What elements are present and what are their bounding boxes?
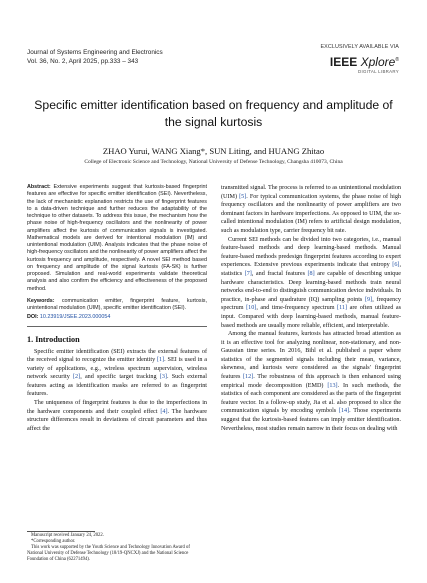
footnotes: [27, 533, 207, 563]
citation-link[interactable]: [10]: [246, 305, 257, 312]
citation-link[interactable]: [5]: [239, 193, 247, 200]
intro-left-body: [27, 348, 207, 434]
body-text: Specific emitter identification (SEI) extracts the external features of the received signal to recognize the emitter identity: [27, 348, 207, 364]
body-text: , and time-frequency spectrum: [256, 305, 338, 312]
body-text: transmitted signal. The process is referred to as unintentional modulation (UIM): [221, 185, 401, 200]
body-text: . Those experiments suggest that the kurtosis-based features can imply emitter identification. Nevertheless, most studies remain narrow in their focus on dealing with: [221, 408, 401, 432]
body-text: are often utilized as input. Compared with deep learning-based methods, manual feature-based methods are usually more reliable, efficient, and interpretable.: [221, 305, 402, 329]
right-column: [221, 184, 401, 433]
logo-xplore-text: Xplore: [360, 55, 396, 69]
intro-left-paragraph: [27, 348, 207, 400]
intro-right-paragraph: [221, 184, 401, 236]
citation-link[interactable]: [12]: [243, 374, 254, 381]
author-list: ZHAO Yurui, WANG Xiang*, SUN Liting, and HUANG Zhitao: [102, 146, 325, 156]
journal-name: Journal of Systems Engineering and Electronics: [27, 49, 163, 56]
keywords-label: Keywords:: [27, 297, 55, 304]
citation-link[interactable]: [2]: [73, 374, 81, 381]
citation-link[interactable]: [4]: [160, 408, 168, 415]
body-text: . In such methods, the statistics of each component are considered as the parts of the fingerprint feature vector. In a follow-up study, Jia et al. also proposed to slice the communication signals by encoding symbols: [221, 382, 401, 415]
citation-link[interactable]: [7]: [244, 270, 252, 277]
body-text: Current SEI methods can be divided into two categories, i.e., manual feature-based methods and deep learning-based methods. Manual feature-based methods predesign fingerprint features according to expert experiences. Extensive previous experiments indicate that entropy: [221, 236, 401, 269]
footnote-corresponding: *Corresponding author.: [31, 539, 76, 545]
citation-link[interactable]: [14]: [338, 408, 350, 415]
ieee-xplore-logo: IEEE Xplore®: [329, 55, 399, 69]
body-text: Among the manual features, kurtosis has attracted broad attention as it is an effective tool for analyzing nonlinear, non-stationary, and non-Gaussian time series. In 2016, Bihl et al. published a paper where statistics of the segmented signals including their mean, variance, skewness, and kurtosis were considered as the signals' fingerprint features: [221, 331, 401, 381]
body-text: The uniqueness of fingerprint features is due to the imperfections in the hardware components and their coupled effect: [27, 400, 207, 415]
footnote-funding: This work was supported by the Youth Science and Technology Innovation Award of National University of Defense Technology (18/19-QNCXJ) and the National Science Foundation of China (62271494).: [27, 545, 190, 563]
left-column: [27, 184, 207, 433]
body-text: , and fractal features: [251, 270, 308, 277]
intro-left-paragraph: [27, 399, 207, 433]
body-text: . SEI is used in a variety of applications, e.g., wireless spectrum supervision, wireless network security: [27, 357, 207, 381]
doi: [27, 314, 207, 321]
abstract: [27, 184, 207, 293]
body-text: . The hardware structure differences result in deviations of circuit parameters and thus affect the: [27, 408, 207, 432]
citation-link[interactable]: [1]: [157, 357, 165, 364]
body-text: . For typical communication systems, the phase noise of high frequency oscillators and the nonlinearity of power amplifiers are two dominant factors in hardware imperfections. As opposed to UIM, the so-called intentional modulation (IM) refers to artificial design modulation, such as modulation type, carrier frequency bit rate.: [221, 193, 401, 234]
intro-right-paragraph: [221, 330, 401, 433]
intro-right-body: [221, 184, 401, 433]
body-text: . The robustness of this approach is then enhanced using empirical mode decomposition (EMD): [221, 374, 401, 389]
body-text: , statistics: [221, 262, 401, 277]
keywords-text: communication emitter, fingerprint feature, kurtosis, unintentional modulation (UIM), specific emitter identification (SEI).: [27, 297, 208, 311]
abstract-label: Abstract:: [27, 184, 51, 190]
abstract-divider: [27, 326, 207, 327]
body-text: , frequency spectrum: [221, 296, 401, 312]
paper-title: Specific emitter identification based on frequency and amplitude of the signal kurtosis: [34, 98, 393, 129]
keywords: [27, 298, 207, 313]
affiliation: College of Electronic Science and Technology, National University of Defense Technology, Changsha 410073, China: [84, 159, 343, 165]
citation-link[interactable]: [3]: [159, 374, 167, 381]
citation-link[interactable]: [6]: [392, 262, 400, 269]
footnote-received: Manuscript received January 24, 2022.: [31, 533, 104, 538]
citation-link[interactable]: [11]: [337, 305, 348, 312]
footnote-divider: [27, 531, 95, 532]
ieee-xplore-badge[interactable]: [279, 44, 399, 74]
body-text: are capable of describing unique hardware characteristics. Deep learning-based methods train neural networks end-to-end to distinguish communication device individuals. In practice, in-phase and quadrature (IQ) sampling points: [221, 270, 402, 303]
citation-link[interactable]: [9]: [365, 296, 373, 303]
doi-label: DOI:: [27, 314, 39, 321]
abstract-text: Extensive experiments suggest that kurtosis-based fingerprint features are effective for specific emitter identification (SEI). Nevertheless, the lack of mechanistic explanation restricts the use of fingerprint features to a data-driven technique and further reduces the adaptability of the technique to other datasets. To address this issue, the mechanism how the phase noise of high-frequency oscillators and the nonlinearity of power amplifiers affect the kurtosis of communication signals is investigated. Mathematical models are derived for intentional modulation (IM) and unintentional modulation (UIM). Analysis indicates that the phase noise of high-frequency oscillators and the nonlinearity of power amplifiers affect the kurtosis frequency and amplitude, respectively. A novel SEI method based on frequency and amplitude of the signal kurtosis (FA-SK) is further proposed. Simulation and real-world experiments validate theoretical analysis and also confirm the efficiency and effectiveness of the proposed method.: [27, 184, 208, 292]
digital-library-label: DIGITAL LIBRARY: [357, 69, 399, 74]
doi-link[interactable]: 10.23919/JSEE.2023.000054: [39, 314, 111, 321]
citation-link[interactable]: [8]: [307, 270, 315, 277]
exclusive-label: EXCLUSIVELY AVAILABLE VIA: [320, 44, 399, 50]
issue-line: Vol. 36, No. 2, April 2025, pp.333 – 343: [27, 58, 139, 65]
journal-header: [27, 48, 163, 66]
logo-ieee-text: IEEE: [329, 55, 358, 69]
body-text: . Such external features acting as identification masks are referred to as fingerprint features.: [27, 374, 207, 398]
section-heading: 1. Introduction: [27, 334, 80, 344]
citation-link[interactable]: [13]: [327, 382, 338, 389]
intro-right-paragraph: [221, 236, 401, 331]
body-text: , and specific target tracking: [80, 374, 160, 381]
